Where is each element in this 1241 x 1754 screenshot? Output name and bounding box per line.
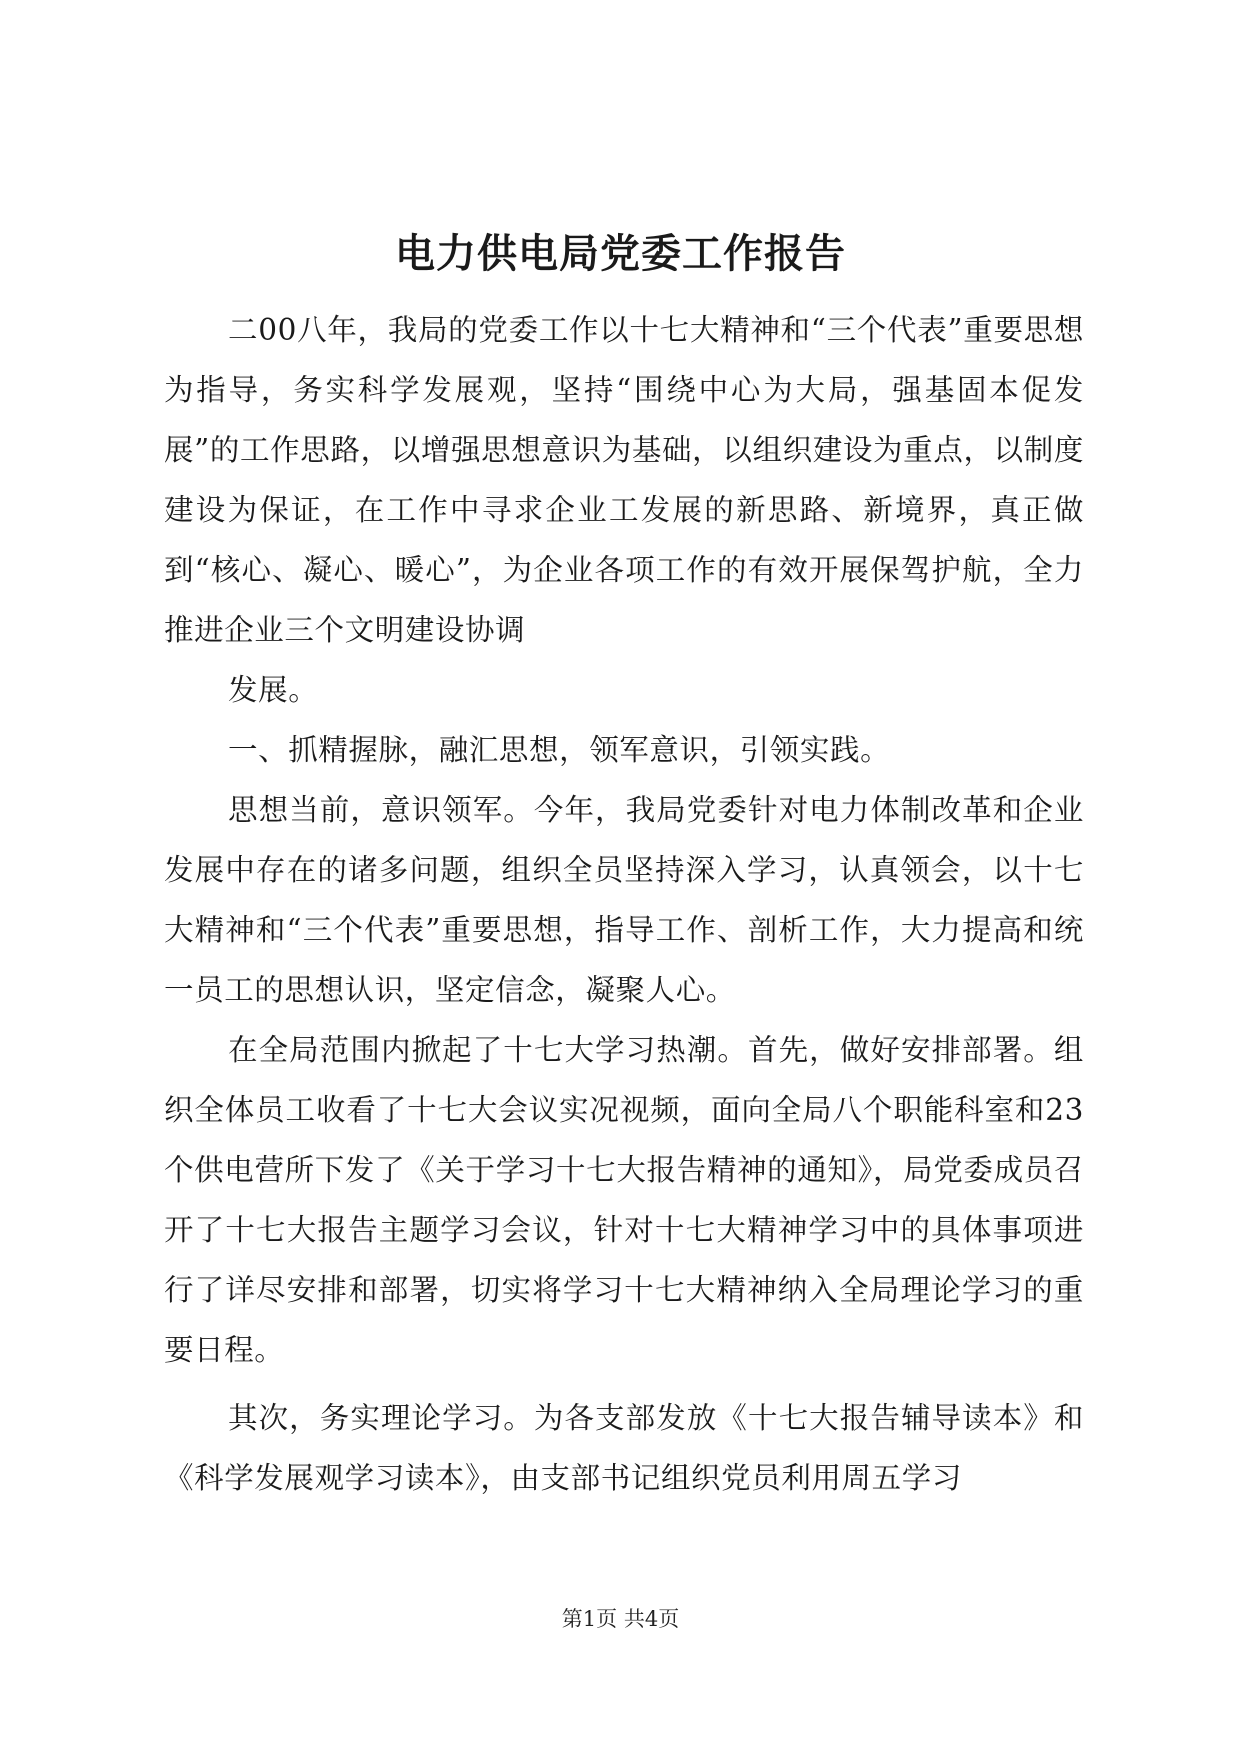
- document-title: 电力供电局党委工作报告: [395, 230, 846, 277]
- section-heading-1: 一、抓精握脉，融汇思想，领军意识，引领实践。: [228, 733, 891, 767]
- paragraph-thought-leadership: 思想当前，意识领军。今年，我局党委针对电力体制改革和企业发展中存在的诸多问题，组织全员坚持深入学习，认真领会，以十七大精神和“三个代表”重要思想，指导工作、剖析工作，大力提高和统一员工的思想认识，坚定信念，凝聚人心。: [164, 793, 1084, 1007]
- paragraph-intro: 二00八年，我局的党委工作以十七大精神和“三个代表”重要思想为指导，务实科学发展观，坚持“围绕中心为大局，强基固本促发展”的工作思路，以增强思想意识为基础，以组织建设为重点，以制度建设为保证，在工作中寻求企业工发展的新思路、新境界，真正做到“核心、凝心、暖心”，为企业各项工作的有效开展保驾护航，全力推进企业三个文明建设协调: [164, 313, 1084, 647]
- paragraph-theory-study: 其次，务实理论学习。为各支部发放《十七大报告辅导读本》和《科学发展观学习读本》，由支部书记组织党员利用周五学习: [164, 1401, 1084, 1495]
- paragraph-study-wave: 在全局范围内掀起了十七大学习热潮。首先，做好安排部署。组织全体员工收看了十七大会议实况视频，面向全局八个职能科室和23个供电营所下发了《关于学习十七大报告精神的通知》，局党委成员召开了十七大报告主题学习会议，针对十七大精神学习中的具体事项进行了详尽安排和部署，切实将学习十七大精神纳入全局理论学习的重要日程。: [164, 1033, 1084, 1367]
- paragraph-intro-continued: 发展。: [228, 673, 319, 707]
- document-body: [164, 300, 1084, 1508]
- page-number: 第1页 共4页: [561, 1607, 680, 1631]
